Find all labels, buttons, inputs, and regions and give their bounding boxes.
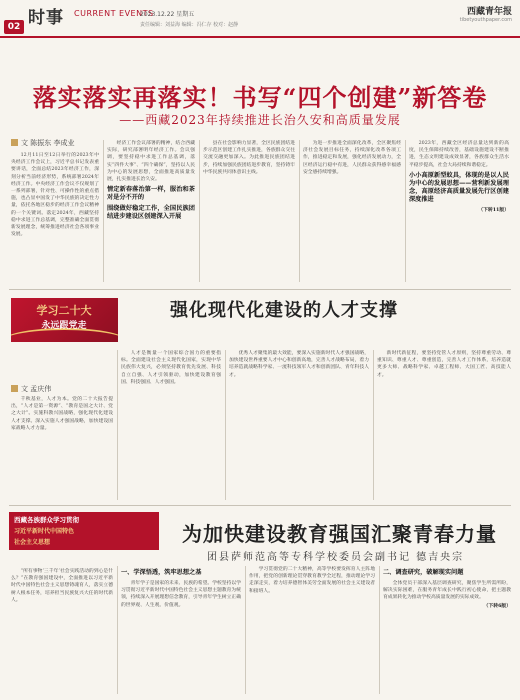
- article2-col3-text: 优秀人才聚集的最大效能，要深入实施新时代人才强国战略，加快建设世界重要人才中心和创新高地，完善人才战略布局，着力培养造就战略科学家、一流科技领军人才和创新团队、青年科技人才。: [229, 351, 369, 378]
- article3-col3-text: 学习贯彻党的二十大精神，高等学校要发挥育人主阵地作用，把党的创新理论贯穿教育教学全过程，推动理论学习走深走实，着力培养德智体美劳全面发展的社会主义建设者和接班人。: [249, 567, 375, 594]
- column-divider: [373, 350, 374, 500]
- issue-date: 2023.12.22 星期五: [140, 11, 195, 18]
- publication-url: tibetyouthpaper.com: [459, 17, 512, 23]
- article3-banner-line3: 社会主义思想: [14, 539, 51, 546]
- article2-banner-line2: 永远跟党走: [41, 321, 87, 331]
- article1-subhead-3: 小小高原新型蚊具，体现的是以人民为中心的发展思想——营利新发展理念，高原经济高质量发展先行区创建深度推进: [409, 171, 509, 203]
- article1-column-4: [303, 140, 401, 282]
- article1-column-5: [409, 140, 509, 282]
- byline-marker-icon: [11, 139, 18, 146]
- column-divider: [379, 566, 380, 694]
- page-number: 02: [4, 20, 24, 34]
- article1-byline-text: 文 陈振东 李成业: [21, 139, 75, 147]
- article2-banner-line1: 学习二十大: [36, 304, 92, 317]
- article3-continued: （下转6版）: [483, 602, 511, 609]
- column-divider: [299, 140, 300, 282]
- article1-col5-text: 2023年，西藏全区经济总量达到新的高度，民生保障持续改善，基础设施建设不断推进，生态文明建设成效显著，各族群众生活水平稳步提高，社会大局持续和谐稳定。: [409, 141, 509, 168]
- header-bar: [0, 0, 520, 38]
- column-divider: [405, 140, 406, 282]
- column-divider: [117, 566, 118, 694]
- column-divider: [225, 350, 226, 500]
- article1-continued: （下转11版）: [478, 206, 509, 213]
- article3-headline: 为加快建设教育强国汇聚青春力量: [182, 522, 497, 546]
- publication-name: 西藏青年报: [466, 7, 512, 17]
- article2-column-4: [377, 350, 511, 500]
- article2-column-3: [229, 350, 369, 500]
- column-divider: [199, 140, 200, 282]
- article1-subhead-1: 情定新春落治第一样，服治和茶对是分不开的: [107, 186, 195, 202]
- article1-col2-text: 经济工作会议部署的精神，结合西藏实际，研究部署明年经济工作。会议强调，要坚持稳中求进工作总基调，落实“四件大事”、“四个确保”，坚持以人民为中心的发展思想，全面推进高质量发展，扎实推进长治久安。: [107, 141, 195, 183]
- article2-col1-text: 千秋基业，人才为本。党的二十大报告提出，“人才是第一资源”、“教育是国之大计、党之大计”。实施科教兴国战略，强化现代化建设人才支撑。深入实施人才强国战略，加快建设国家战略人才力量。: [11, 397, 113, 431]
- article2-column-2: [121, 350, 221, 500]
- article3-column-4: [383, 566, 511, 694]
- article1-col4-text: 为进一步推进全面深化改革，全区聚焦经济社会发展目标任务，持续深化改革各项工作，推进稳定和发展，强化经济发展动力，全区经济运行稳中有进，人民群众获得感幸福感安全感持续增强。: [303, 141, 401, 175]
- article2-byline-text: 文 孟庆伟: [21, 385, 52, 393]
- article3-subheadline: 团县萨师范高等专科学校委员会副书记 德吉央宗: [207, 552, 465, 563]
- article1-subheadline: ——西藏2023年持续推进长治久安和高质量发展: [119, 113, 401, 127]
- article1-column-2: [107, 140, 195, 282]
- article3-column-2: [121, 566, 241, 694]
- article1-col3-text: 县在社会影响力显著，全区民族团结进步示范区创建工作扎实推进，各族群众交往交流交融更加深入。为此推进民族团结进步，持续加强民族团结进步教育，坚持铸牢中华民族共同体意识主线。: [203, 141, 295, 175]
- article1-column-1: [11, 152, 99, 282]
- article3-col2-text: 青年学子是国家的未来、民族的希望。学校坚持以学习贯彻习近平新时代中国特色社会主义思想主题教育为统领，持续深入开展理想信念教育，引导青年学生树立正确的世界观、人生观、价值观。: [121, 581, 241, 608]
- article1-subhead-2: 围绕做好稳定工作，全国民族团结进步建设区创建深入开展: [107, 205, 195, 221]
- column-divider: [103, 140, 104, 282]
- article3-column-3: [249, 566, 375, 694]
- column-divider: [245, 566, 246, 694]
- article3-column-1: [11, 568, 113, 694]
- article2-byline: [11, 384, 51, 394]
- article3-subhead-2: 二、调查研究，破解现实问题: [383, 569, 464, 576]
- article3-col4-text: 全体党员干部深入基层调查研究，聚焦学生所需所盼，解决实际困难，在服务青年成长中践行初心使命，把主题教育成果转化为推动学校高质量发展的实际成效。: [383, 581, 511, 601]
- section-title-en: CURRENT EVENTS: [74, 9, 154, 18]
- article2-col4-text: 新时代新征程，要坚持党管人才原则，坚持尊重劳动、尊重知识、尊重人才、尊重创造，完善人才工作体系，培养造就更多大师、战略科学家、卓越工程师、大国工匠、高技能人才。: [377, 351, 511, 378]
- article2-headline: 强化现代化建设的人才支撑: [170, 300, 398, 321]
- article2-column-1: [11, 396, 113, 500]
- article1-column-3: [203, 140, 295, 282]
- article3-banner-line2: 习近平新时代中国特色: [14, 528, 75, 535]
- article1-col1-text: 12月11日至12日举行的2023年中央经济工作会议上，习近平总书记发表重要讲话，全面总结2023年经济工作，深刻分析当前经济形势，系统部署2024年经济工作。中央经济工作会议不仅规划了一系列部署，针对性、可操作性的重点措施，也凸显中国发了中华民族的决定性力量，依托各地区稳步的经济工作会议精神的一个关键词。落定2024年，西藏坚持稳中求进工作总基调，完整准确全面贯彻新发展理念，统筹推进经济社会各项事业发展。: [11, 153, 99, 238]
- section-divider: [9, 289, 511, 290]
- byline-marker-icon: [11, 385, 18, 392]
- section-divider: [9, 505, 511, 506]
- article3-col1-text: “所有事物‘三千年’社会实践活动的到心是什么？”在教育强国建设中，全面推进以习近平新时代中国特色社会主义思想铸魂育人，落实立德树人根本任务，培养担当民族复兴大任的时代新人。: [11, 569, 113, 603]
- article2-col2-text: 人才是衡量一个国家综合国力的重要指标。全面建设社会主义现代化国家，实现中华民族伟大复兴，必须坚持教育优先发展、科技自立自强、人才引领驱动，加快建设教育强国、科技强国、人才强国。: [121, 351, 221, 385]
- article3-banner-line1: 西藏各族群众学习贯彻: [14, 516, 79, 524]
- article3-subhead-1: 一、学深悟透，筑牢思想之基: [121, 569, 202, 576]
- editor-credits: 责任编辑：刘益海 编辑：冯仁存 校对：赵静: [140, 22, 239, 28]
- article1-headline: 落实落实再落实！书写“四个创建”新答卷: [32, 83, 488, 112]
- column-divider: [117, 350, 118, 500]
- article1-byline: [11, 138, 74, 148]
- section-title: 时事: [28, 8, 64, 28]
